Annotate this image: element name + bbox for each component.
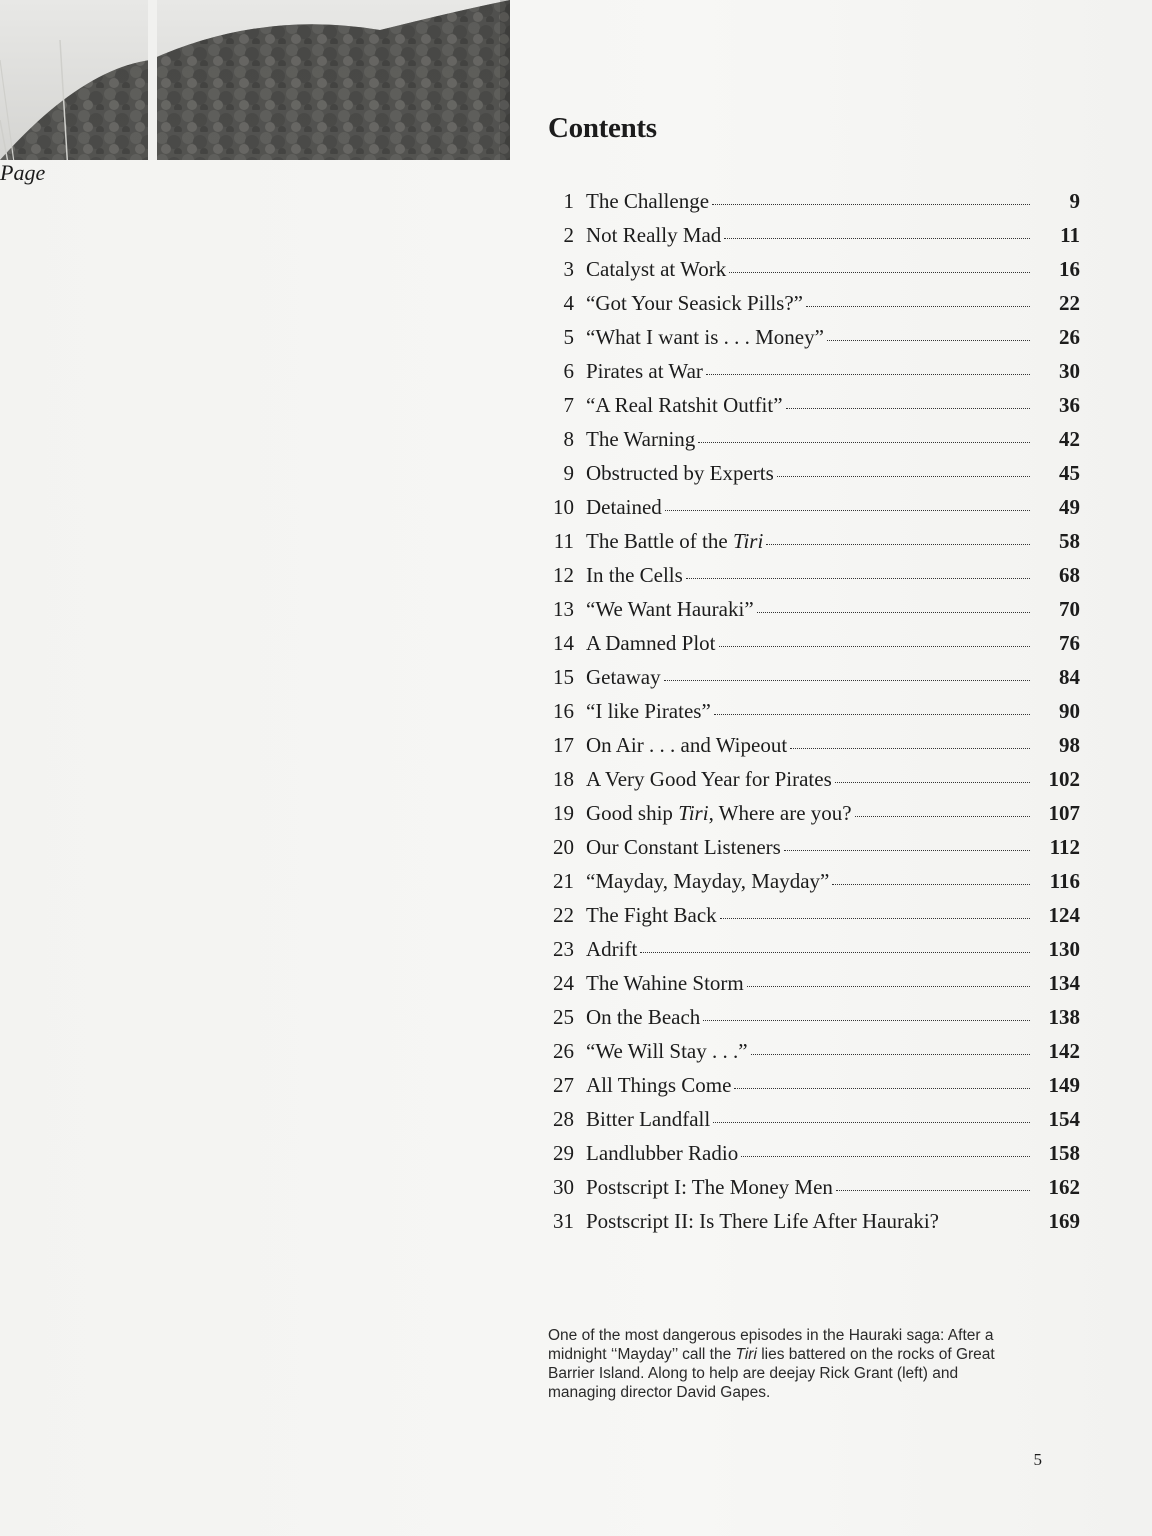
dot-leader: [640, 951, 1030, 953]
chapter-title: “Got Your Seasick Pills?”: [586, 291, 803, 315]
dot-leader: [720, 917, 1030, 919]
chapter-page-number: 45: [1059, 461, 1080, 485]
dot-leader: [724, 237, 1030, 239]
chapter-number: 31: [553, 1209, 574, 1233]
dot-leader: [665, 509, 1030, 511]
chapter-title: “We Will Stay . . .”: [586, 1039, 748, 1063]
dot-leader: [734, 1087, 1030, 1089]
chapter-number: 22: [553, 903, 574, 927]
chapter-number: 20: [553, 835, 574, 859]
chapter-title: “Mayday, Mayday, Mayday”: [586, 869, 830, 893]
toc-entry: [548, 359, 1080, 393]
chapter-number: 24: [553, 971, 574, 995]
chapter-page-number: 169: [1048, 1209, 1080, 1233]
chapter-page-number: 112: [1049, 835, 1080, 859]
table-of-contents: [548, 189, 1080, 1243]
chapter-title: Our Constant Listeners: [586, 835, 781, 859]
chapter-number: 12: [553, 563, 574, 587]
dot-leader: [757, 611, 1030, 613]
toc-entry: [548, 1005, 1080, 1039]
contents-title: Contents: [548, 112, 657, 144]
toc-entry: [548, 699, 1080, 733]
chapter-number: 26: [553, 1039, 574, 1063]
chapter-title: The Wahine Storm: [586, 971, 744, 995]
chapter-page-number: 26: [1059, 325, 1080, 349]
chapter-number: 15: [553, 665, 574, 689]
chapter-number: 25: [553, 1005, 574, 1029]
dot-leader: [664, 679, 1030, 681]
chapter-number: 11: [553, 529, 574, 553]
dot-leader: [836, 1189, 1030, 1191]
toc-entry: [548, 1141, 1080, 1175]
toc-entry: [548, 1107, 1080, 1141]
dot-leader: [766, 543, 1030, 545]
toc-entry: [548, 835, 1080, 869]
toc-entry: [548, 189, 1080, 223]
toc-entry: [548, 597, 1080, 631]
chapter-page-number: 22: [1059, 291, 1080, 315]
chapter-title: Getaway: [586, 665, 661, 689]
dot-leader: [806, 305, 1030, 307]
chapter-number: 29: [553, 1141, 574, 1165]
chapter-number: 17: [553, 733, 574, 757]
dot-leader: [712, 203, 1030, 205]
dot-leader: [835, 781, 1030, 783]
toc-entry: [548, 631, 1080, 665]
chapter-number: 16: [553, 699, 574, 723]
chapter-number: 3: [563, 257, 574, 281]
chapter-page-number: 149: [1048, 1073, 1080, 1097]
page-number: 5: [1033, 1450, 1042, 1469]
toc-entry: [548, 1039, 1080, 1073]
chapter-page-number: 36: [1059, 393, 1080, 417]
chapter-number: 21: [553, 869, 574, 893]
photo-caption: One of the most dangerous episodes in the Hauraki saga: After a midnight ‘‘Mayday’’ call the Tiri lies battered on the rocks of Great Barrier Island. Along to help are deejay Rick Grant (left) and managing director David Gapes.: [548, 1327, 995, 1401]
toc-entry: [548, 869, 1080, 903]
toc-entry: [548, 325, 1080, 359]
chapter-number: 13: [553, 597, 574, 621]
dot-leader: [832, 883, 1030, 885]
chapter-page-number: 142: [1048, 1039, 1080, 1063]
chapter-number: 1: [563, 189, 574, 213]
chapter-title: The Challenge: [586, 189, 710, 213]
toc-entry: [548, 563, 1080, 597]
chapter-page-number: 90: [1059, 699, 1080, 723]
chapter-title: Postscript II: Is There Life After Hauraki?: [586, 1209, 939, 1233]
chapter-title: “A Real Ratshit Outfit”: [586, 393, 783, 417]
chapter-title: A Damned Plot: [586, 631, 716, 655]
toc-entry: [548, 903, 1080, 937]
chapter-title: The Battle of the Tiri: [586, 529, 764, 553]
toc-entry: [548, 767, 1080, 801]
toc-entry: [548, 1209, 1080, 1243]
dot-leader: [686, 577, 1030, 579]
chapter-number: 14: [553, 631, 574, 655]
chapter-number: 2: [563, 223, 574, 247]
dot-leader: [698, 441, 1030, 443]
dot-leader: [703, 1019, 1030, 1021]
chapter-number: 7: [563, 393, 574, 417]
toc-entry: [548, 937, 1080, 971]
chapter-page-number: 124: [1048, 903, 1080, 927]
chapter-page-number: 84: [1059, 665, 1080, 689]
chapter-number: 18: [553, 767, 574, 791]
chapter-page-number: 130: [1048, 937, 1080, 961]
chapter-title: Good ship Tiri, Where are you?: [586, 801, 852, 825]
chapter-title: Obstructed by Experts: [586, 461, 774, 485]
chapter-title: On the Beach: [586, 1005, 701, 1029]
chapter-page-number: 68: [1059, 563, 1080, 587]
chapter-title: Bitter Landfall: [586, 1107, 711, 1131]
chapter-title: A Very Good Year for Pirates: [586, 767, 832, 791]
toc-entry: [548, 529, 1080, 563]
chapter-number: 27: [553, 1073, 574, 1097]
toc-entry: [548, 393, 1080, 427]
chapter-title: The Warning: [586, 427, 696, 451]
toc-entry: [548, 427, 1080, 461]
chapter-number: 23: [553, 937, 574, 961]
dot-leader: [706, 373, 1030, 375]
chapter-number: 4: [563, 291, 574, 315]
dot-leader: [827, 339, 1030, 341]
chapter-page-number: 42: [1059, 427, 1080, 451]
toc-entry: [548, 495, 1080, 529]
dot-leader: [777, 475, 1030, 477]
chapter-page-number: 102: [1048, 767, 1080, 791]
chapter-number: 6: [563, 359, 574, 383]
chapter-title: Postscript I: The Money Men: [586, 1175, 833, 1199]
chapter-title: Pirates at War: [586, 359, 703, 383]
chapter-title: Catalyst at Work: [586, 257, 727, 281]
toc-entry: [548, 733, 1080, 767]
chapter-title: Landlubber Radio: [586, 1141, 739, 1165]
chapter-title: “What I want is . . . Money”: [586, 325, 824, 349]
toc-entry: [548, 801, 1080, 835]
chapter-page-number: 11: [1060, 223, 1080, 247]
chapter-title: “We Want Hauraki”: [586, 597, 754, 621]
chapter-page-number: 70: [1059, 597, 1080, 621]
dot-leader: [784, 849, 1030, 851]
chapter-number: 28: [553, 1107, 574, 1131]
dot-leader: [855, 815, 1030, 817]
chapter-page-number: 49: [1059, 495, 1080, 519]
chapter-title: The Fight Back: [586, 903, 717, 927]
toc-entry: [548, 291, 1080, 325]
chapter-page-number: 134: [1048, 971, 1080, 995]
dot-leader: [713, 1121, 1030, 1123]
toc-entry: [548, 1073, 1080, 1107]
dot-leader: [714, 713, 1030, 715]
dot-leader: [741, 1155, 1030, 1157]
chapter-page-number: 98: [1059, 733, 1080, 757]
chapter-number: 5: [563, 325, 574, 349]
toc-entry: [548, 971, 1080, 1005]
chapter-number: 19: [553, 801, 574, 825]
chapter-page-number: 16: [1059, 257, 1080, 281]
chapter-number: 9: [563, 461, 574, 485]
dot-leader: [790, 747, 1030, 749]
chapter-page-number: 30: [1059, 359, 1080, 383]
toc-entry: [548, 257, 1080, 291]
chapter-page-number: 58: [1059, 529, 1080, 553]
toc-entry: [548, 461, 1080, 495]
chapter-page-number: 138: [1048, 1005, 1080, 1029]
chapter-title: All Things Come: [586, 1073, 732, 1097]
chapter-page-number: 162: [1048, 1175, 1080, 1199]
chapter-title: On Air . . . and Wipeout: [586, 733, 788, 757]
toc-entry: [548, 223, 1080, 257]
chapter-page-number: 158: [1048, 1141, 1080, 1165]
chapter-title: Adrift: [586, 937, 638, 961]
dot-leader: [786, 407, 1030, 409]
chapter-page-number: 9: [1069, 189, 1080, 213]
chapter-number: 8: [563, 427, 574, 451]
page-column-heading: Page: [0, 160, 1152, 1536]
dot-leader: [729, 271, 1030, 273]
chapter-page-number: 76: [1059, 631, 1080, 655]
dot-leader: [751, 1053, 1030, 1055]
dot-leader: [942, 1224, 1030, 1225]
dot-leader: [719, 645, 1031, 647]
chapter-title: Not Really Mad: [586, 223, 722, 247]
chapter-title: In the Cells: [586, 563, 683, 587]
chapter-page-number: 107: [1048, 801, 1080, 825]
chapter-page-number: 116: [1049, 869, 1080, 893]
dot-leader: [747, 985, 1030, 987]
chapter-number: 30: [553, 1175, 574, 1199]
chapter-title: Detained: [586, 495, 662, 519]
chapter-page-number: 154: [1048, 1107, 1080, 1131]
chapter-title: “I like Pirates”: [586, 699, 711, 723]
toc-entry: [548, 665, 1080, 699]
chapter-number: 10: [553, 495, 574, 519]
toc-entry: [548, 1175, 1080, 1209]
